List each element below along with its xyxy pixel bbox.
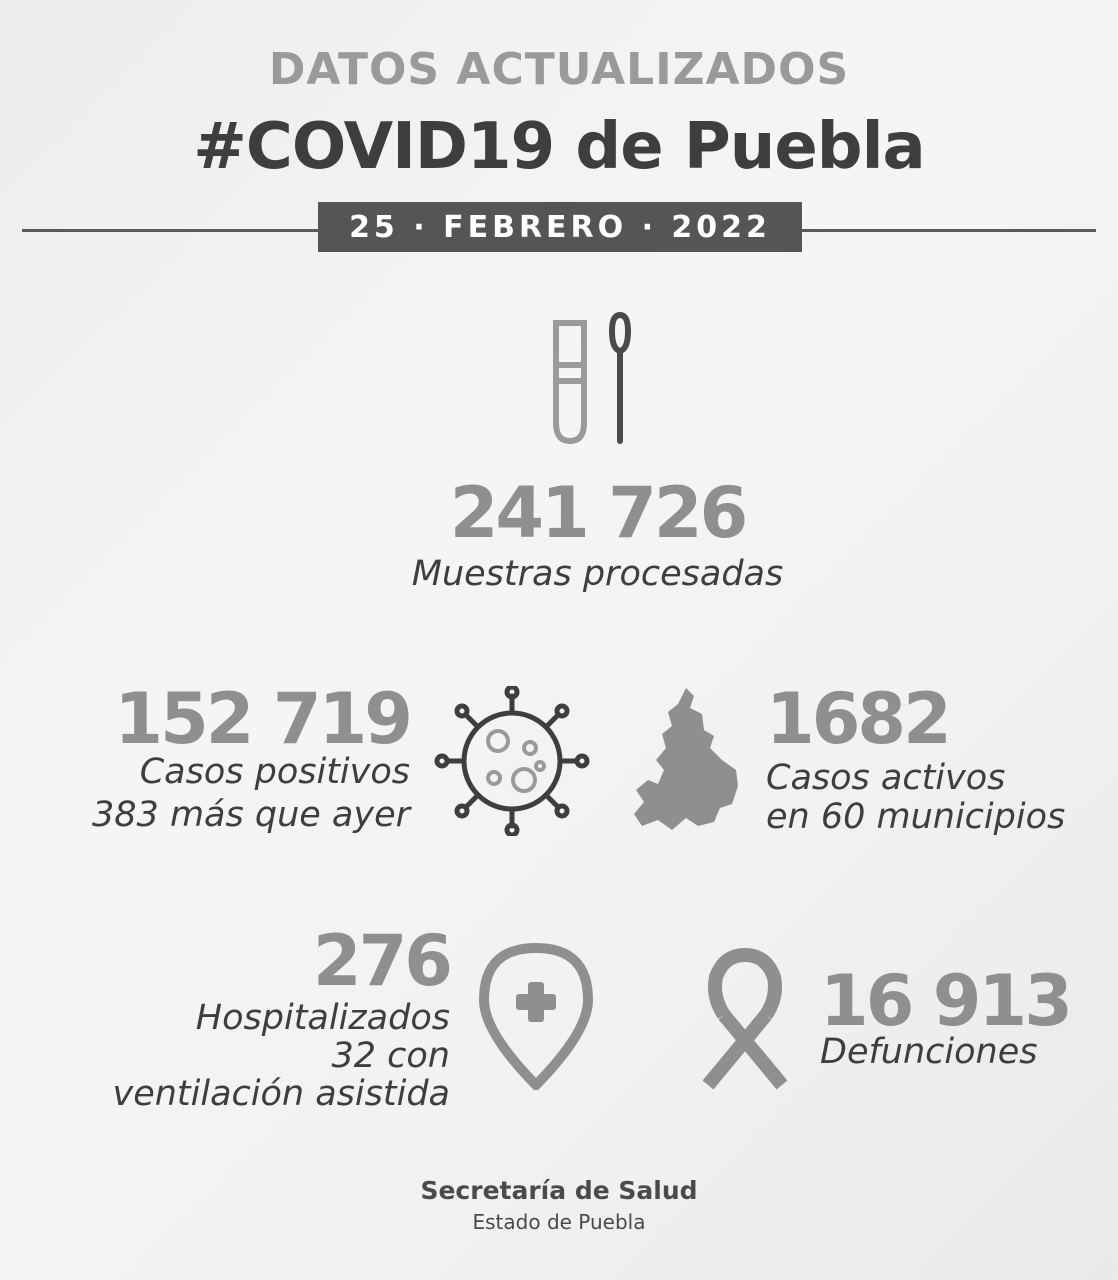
divider-right xyxy=(802,229,1096,232)
hospitalizados-sub2: ventilación asistida xyxy=(112,1074,450,1114)
activos-value: 1682 xyxy=(766,678,949,760)
swab-icon xyxy=(612,315,628,441)
puebla-map-icon xyxy=(628,686,743,836)
defunciones-value: 16 913 xyxy=(820,960,1070,1042)
ribbon-icon xyxy=(690,945,800,1090)
footer-state: Estado de Puebla xyxy=(472,1210,646,1234)
page-title: #COVID19 de Puebla xyxy=(193,110,925,184)
hospital-location-icon xyxy=(474,940,598,1090)
footer-org: Secretaría de Salud xyxy=(420,1176,698,1205)
activos-label: Casos activos xyxy=(766,758,1006,798)
positivos-sub: 383 más que ayer xyxy=(92,795,410,835)
date-badge: 25 · FEBRERO · 2022 xyxy=(318,202,802,252)
positivos-value: 152 719 xyxy=(114,678,410,760)
test-tube-icon xyxy=(540,305,640,450)
muestras-label: Muestras procesadas xyxy=(411,554,784,594)
muestras-value: 241 726 xyxy=(449,472,746,554)
defunciones-label: Defunciones xyxy=(820,1032,1038,1072)
virus-icon xyxy=(432,686,592,836)
positivos-label: Casos positivos xyxy=(139,752,410,792)
kicker-text: DATOS ACTUALIZADOS xyxy=(268,44,850,95)
divider-left xyxy=(22,229,318,232)
hospitalizados-value: 276 xyxy=(312,920,450,1002)
activos-sub: en 60 municipios xyxy=(766,797,1066,837)
hospitalizados-label: Hospitalizados xyxy=(195,998,450,1038)
hospitalizados-sub1: 32 con xyxy=(331,1036,450,1076)
